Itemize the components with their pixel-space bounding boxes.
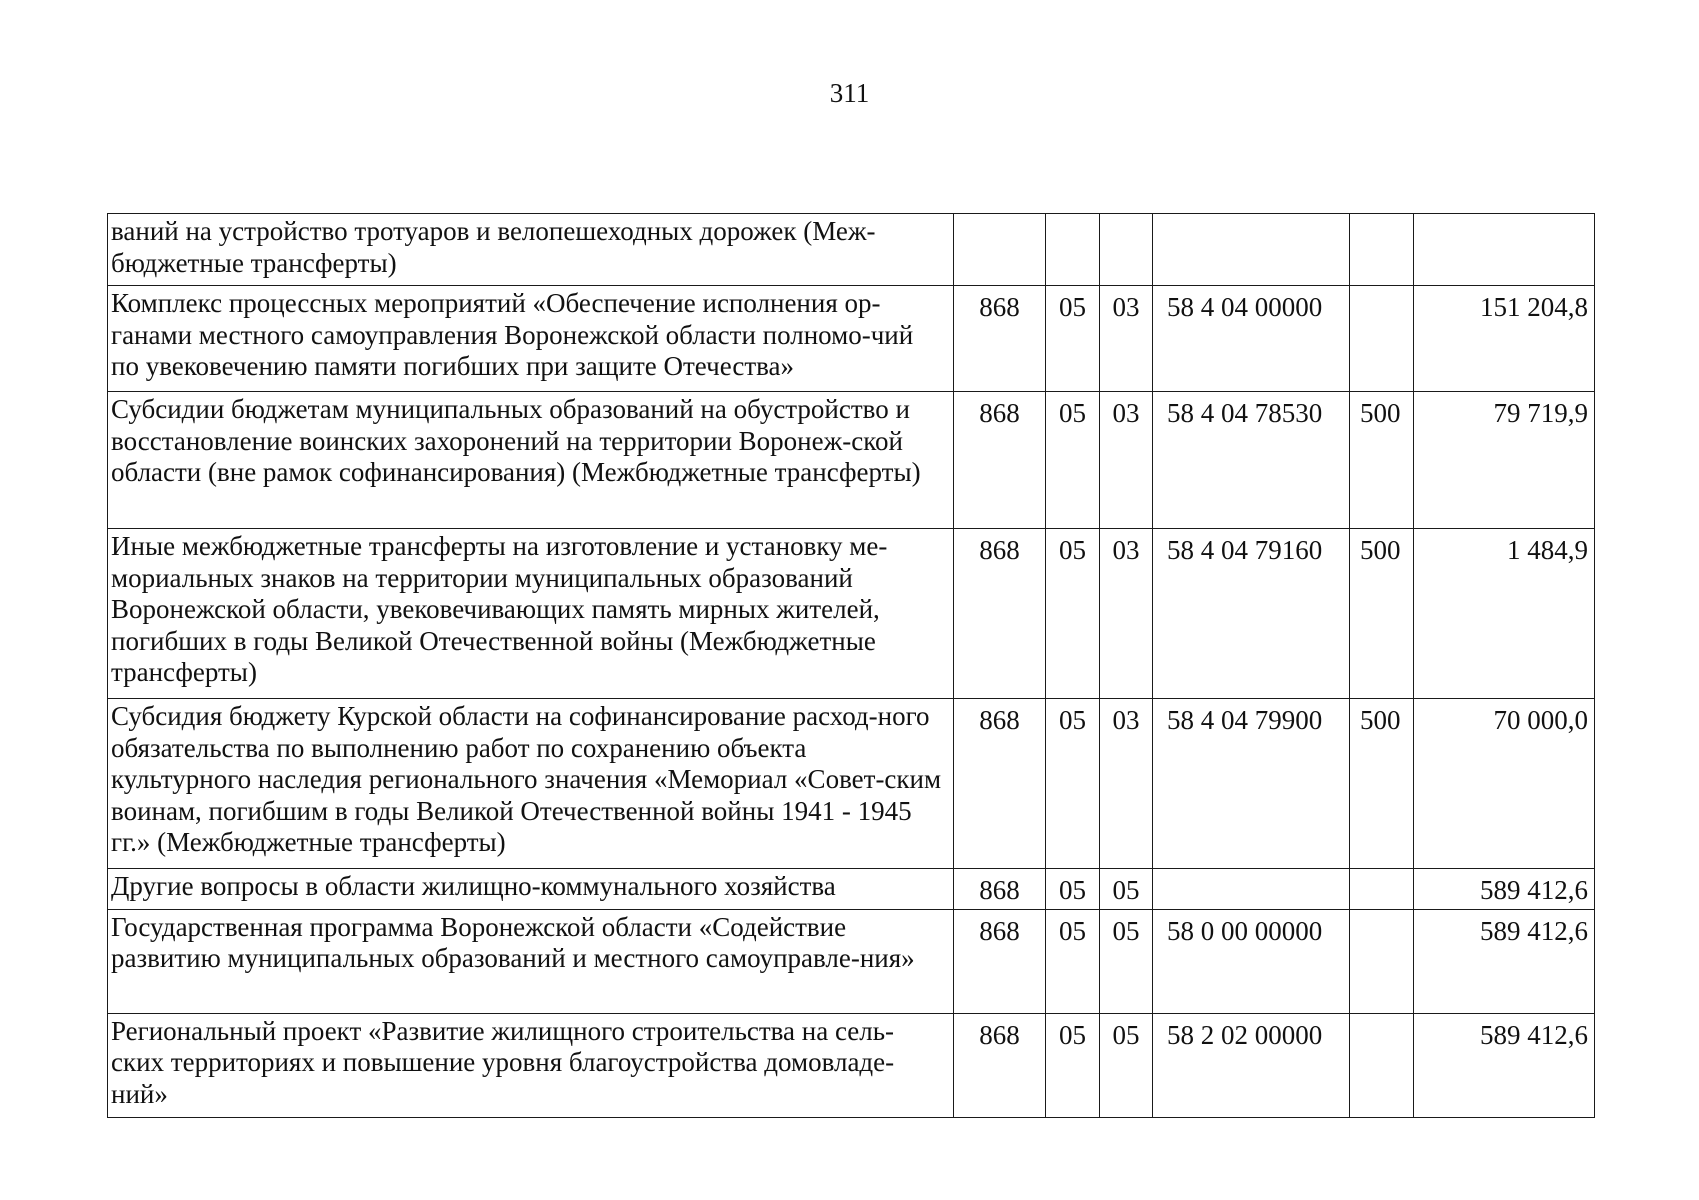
row-subsection: 05 [1100, 909, 1153, 1013]
row-target-article: 58 4 04 00000 [1153, 286, 1350, 392]
row-section [1046, 214, 1100, 286]
row-subsection: 03 [1100, 699, 1153, 869]
row-name: Субсидия бюджету Курской области на софинансирование расход-ного обязательства по выполнению работ по сохранению объекта культурного наследия регионального значения «Мемориал «Совет-ским воинам, погибшим в годы Великой Отечественной войны 1941 - 1945 гг.» (Межбюджетные трансферты) [108, 699, 954, 869]
row-expense-type [1350, 214, 1414, 286]
row-section: 05 [1046, 529, 1100, 699]
row-amount: 1 484,9 [1414, 529, 1595, 699]
row-amount [1414, 214, 1595, 286]
row-section: 05 [1046, 392, 1100, 529]
row-section: 05 [1046, 699, 1100, 869]
row-grbs [954, 214, 1046, 286]
row-name: Субсидии бюджетам муниципальных образований на обустройство и восстановление воинских захоронений на территории Воронеж-ской области (вне рамок софинансирования) (Межбюджетные трансферты) [108, 392, 954, 529]
table-row [108, 286, 1595, 392]
row-name: Комплекс процессных мероприятий «Обеспечение исполнения ор-ганами местного самоуправления Воронежской области полномо-чий по увековечению памяти погибших при защите Отечества» [108, 286, 954, 392]
table-row [108, 699, 1595, 869]
row-target-article: 58 4 04 79900 [1153, 699, 1350, 869]
table-row [108, 214, 1595, 286]
row-amount: 589 412,6 [1414, 909, 1595, 1013]
row-name: Иные межбюджетные трансферты на изготовление и установку ме-мориальных знаков на территории муниципальных образований Воронежской области, увековечивающих память мирных жителей, погибших в годы Великой Отечественной войны (Межбюджетные трансферты) [108, 529, 954, 699]
page-number: 311 [829, 78, 870, 108]
row-grbs: 868 [954, 529, 1046, 699]
row-name: ваний на устройство тротуаров и велопешеходных дорожек (Меж-бюджетные трансферты) [108, 214, 954, 286]
row-subsection [1100, 214, 1153, 286]
row-grbs: 868 [954, 909, 1046, 1013]
row-subsection: 03 [1100, 286, 1153, 392]
row-subsection: 03 [1100, 392, 1153, 529]
row-expense-type: 500 [1350, 529, 1414, 699]
row-grbs: 868 [954, 869, 1046, 910]
row-amount: 589 412,6 [1414, 869, 1595, 910]
row-expense-type [1350, 869, 1414, 910]
row-name: Другие вопросы в области жилищно-коммунального хозяйства [108, 869, 954, 910]
row-subsection: 05 [1100, 869, 1153, 910]
row-target-article: 58 2 02 00000 [1153, 1013, 1350, 1117]
row-expense-type: 500 [1350, 699, 1414, 869]
row-target-article: 58 4 04 78530 [1153, 392, 1350, 529]
row-expense-type [1350, 286, 1414, 392]
row-amount: 151 204,8 [1414, 286, 1595, 392]
budget-table [107, 213, 1595, 1118]
row-name: Государственная программа Воронежской области «Содействие развитию муниципальных образований и местного самоуправле-ния» [108, 909, 954, 1013]
row-grbs: 868 [954, 286, 1046, 392]
row-target-article [1153, 869, 1350, 910]
row-target-article: 58 0 00 00000 [1153, 909, 1350, 1013]
table-row [108, 909, 1595, 1013]
row-expense-type [1350, 1013, 1414, 1117]
table-row [108, 392, 1595, 529]
row-target-article [1153, 214, 1350, 286]
row-expense-type: 500 [1350, 392, 1414, 529]
row-subsection: 03 [1100, 529, 1153, 699]
row-expense-type [1350, 909, 1414, 1013]
row-amount: 589 412,6 [1414, 1013, 1595, 1117]
table-row [108, 529, 1595, 699]
table-row [108, 1013, 1595, 1117]
row-target-article: 58 4 04 79160 [1153, 529, 1350, 699]
row-amount: 79 719,9 [1414, 392, 1595, 529]
row-name: Региональный проект «Развитие жилищного строительства на сель-ских территориях и повышение уровня благоустройства домовладе-ний» [108, 1013, 954, 1117]
row-grbs: 868 [954, 392, 1046, 529]
table-row [108, 869, 1595, 910]
row-amount: 70 000,0 [1414, 699, 1595, 869]
row-section: 05 [1046, 1013, 1100, 1117]
row-section: 05 [1046, 286, 1100, 392]
row-subsection: 05 [1100, 1013, 1153, 1117]
row-section: 05 [1046, 869, 1100, 910]
row-grbs: 868 [954, 699, 1046, 869]
row-grbs: 868 [954, 1013, 1046, 1117]
row-section: 05 [1046, 909, 1100, 1013]
